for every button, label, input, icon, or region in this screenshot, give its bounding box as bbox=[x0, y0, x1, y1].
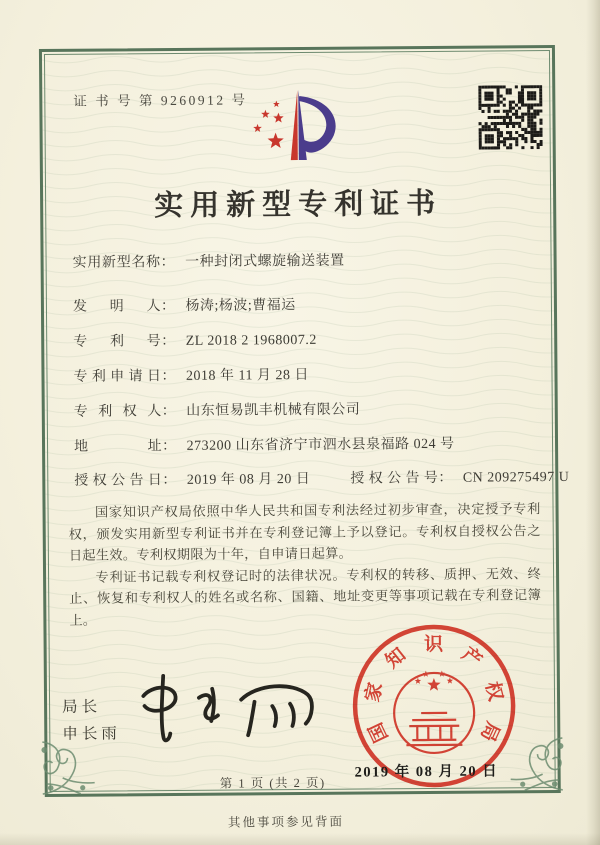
logo-p-bowl bbox=[298, 96, 336, 153]
page-number: 第 1 页 (共 2 页) bbox=[219, 775, 326, 791]
field-colon: ： bbox=[162, 472, 177, 489]
field-value: 山东恒易凯丰机械有限公司 bbox=[186, 402, 361, 419]
field-value: 杨涛;杨波;曹福运 bbox=[185, 298, 296, 314]
field-value: 273200 山东省济宁市泗水县泉福路 024 号 bbox=[186, 436, 455, 454]
field-label: 专利申请日 bbox=[73, 369, 162, 385]
certificate-number: 证 书 号 第 9260912 号 bbox=[73, 92, 248, 109]
field-row-utility-model-name bbox=[73, 250, 345, 272]
field-label: 实用新型名称 bbox=[72, 255, 161, 271]
emblem-gate bbox=[406, 713, 462, 745]
see-back-note: 其他事项参见背面 bbox=[227, 814, 345, 830]
grant-number-pair bbox=[350, 466, 569, 488]
field-colon: ： bbox=[160, 254, 176, 271]
certificate-title: 实用新型专利证书 bbox=[154, 187, 443, 223]
handwritten-signature bbox=[130, 668, 331, 748]
commissioner-title: 局长 bbox=[62, 698, 102, 716]
svg-text:产: 产 bbox=[457, 643, 486, 672]
legal-paragraph-2: 专利证书记载专利权登记时的法律状况。专利权的转移、质押、无效、终止、恢复和专利权人的姓名或名称、国籍、地址变更等事项记载在专利登记簿上。 bbox=[69, 565, 542, 628]
field-row-patent-number bbox=[73, 329, 317, 351]
svg-text:识: 识 bbox=[424, 634, 444, 656]
field-colon: ： bbox=[161, 403, 177, 420]
field-label: 地址 bbox=[73, 439, 163, 455]
field-colon: ： bbox=[161, 438, 177, 455]
field-colon: ： bbox=[438, 470, 453, 486]
svg-text:家: 家 bbox=[362, 680, 387, 704]
field-label: 专利权人 bbox=[73, 404, 162, 420]
field-value-grant-number: CN 209275497 U bbox=[462, 469, 570, 486]
field-label: 专利号 bbox=[73, 334, 162, 350]
seal-date: 2019 年 08 月 20 日 bbox=[354, 763, 499, 781]
field-value: ZL 2018 2 1968007.2 bbox=[185, 332, 317, 349]
field-value-grant-date: 2019 年 08 月 20 日 bbox=[186, 471, 311, 488]
field-label: 授权公告号 bbox=[350, 470, 439, 487]
field-colon: ： bbox=[161, 368, 177, 385]
commissioner-name: 申长雨 bbox=[62, 725, 121, 743]
field-label: 授权公告日 bbox=[74, 473, 163, 489]
field-colon: ： bbox=[160, 298, 176, 315]
legal-text bbox=[68, 498, 541, 631]
svg-text:知: 知 bbox=[381, 644, 410, 673]
field-row-patentee bbox=[74, 399, 361, 421]
field-row-grant bbox=[74, 466, 569, 490]
field-value: 2018 年 11 月 28 日 bbox=[185, 367, 310, 384]
svg-text:局: 局 bbox=[476, 718, 504, 745]
field-colon: ： bbox=[161, 333, 176, 350]
logo-spike-red bbox=[290, 90, 298, 160]
qr-code bbox=[478, 85, 543, 150]
svg-text:国: 国 bbox=[365, 719, 393, 746]
field-row-filing-date bbox=[73, 364, 309, 386]
field-row-inventors bbox=[73, 294, 296, 316]
legal-paragraph-1: 国家知识产权局依照中华人民共和国专利法经过初步审查，决定授予专利权，颁发实用新型专利证书并在专利登记簿上予以登记。专利权自授权公告之日起生效。专利权期限为十年，自申请日起算。 bbox=[68, 501, 541, 563]
field-row-address bbox=[74, 433, 455, 456]
commissioner-block bbox=[62, 693, 121, 747]
svg-text:权: 权 bbox=[480, 679, 506, 704]
cnipa-logo bbox=[235, 74, 358, 169]
field-value: 一种封闭式螺旋输送装置 bbox=[185, 253, 345, 270]
field-label: 发明人 bbox=[72, 299, 162, 315]
